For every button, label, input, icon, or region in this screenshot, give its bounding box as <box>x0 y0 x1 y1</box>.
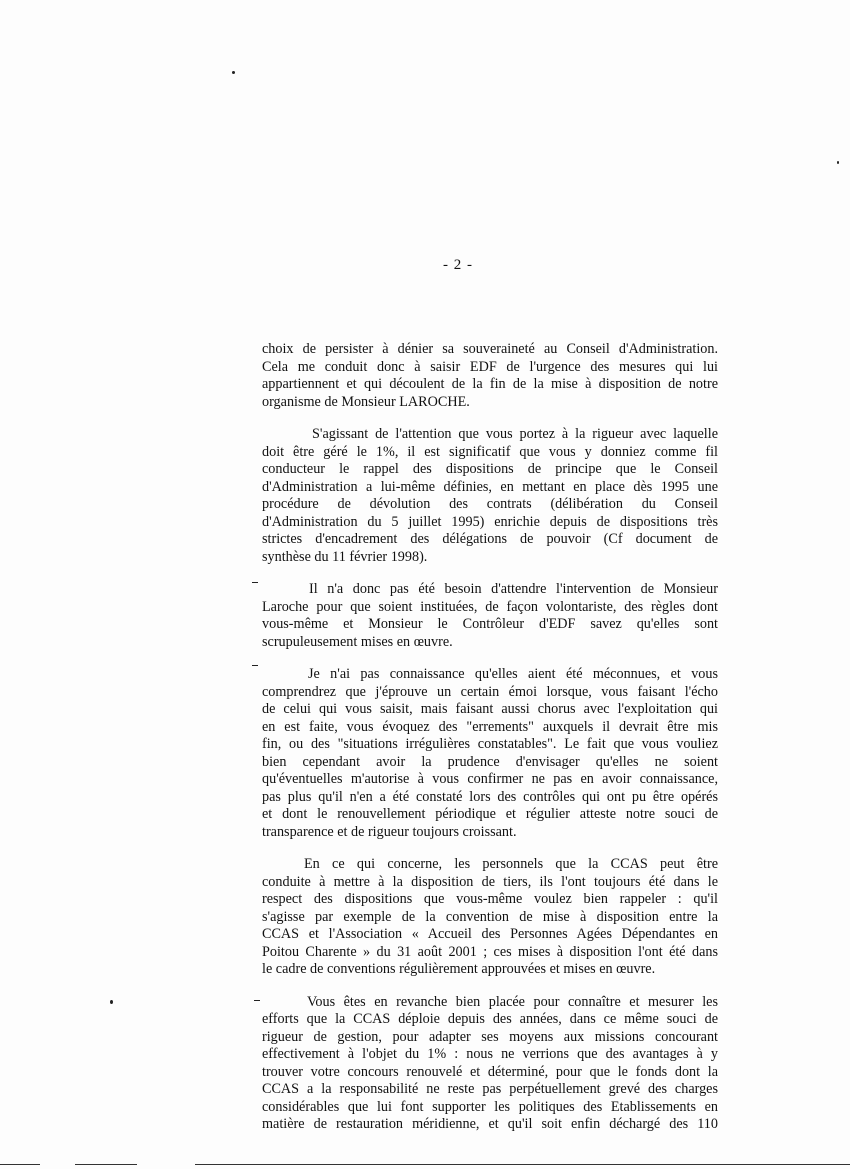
text-line: considérables que lui font supporter les politiques des Etablissements en <box>262 1098 718 1115</box>
text-line: trouver votre concours renouvelé et déterminé, pour que le fonds dont la <box>262 1063 718 1080</box>
text-line: en est faite, vous évoquez des "errements" auxquels il devrait être mis <box>262 718 718 735</box>
scan-speck <box>232 71 235 74</box>
text-line: scrupuleusement mises en œuvre. <box>262 633 453 650</box>
text-line: S'agissant de l'attention que vous portez à la rigueur avec laquelle <box>312 426 718 442</box>
text-line: comprendrez que j'éprouve un certain émoi lorsque, vous faisant l'écho <box>262 683 718 700</box>
text-line: vous-même et Monsieur le Contrôleur d'EDF savez qu'elles sont <box>262 616 718 632</box>
text-line: de celui qui vous saisit, mais faisant aussi chorus avec l'exploitation qui <box>262 701 718 717</box>
scan-speck <box>252 665 258 666</box>
page-bottom-rule <box>75 1164 137 1165</box>
text-line: choix de persister à dénier sa souveraineté au Conseil d'Administration. <box>262 341 718 357</box>
text-line: synthèse du 11 février 1998). <box>262 548 428 565</box>
page-bottom-rule <box>195 1164 850 1165</box>
text-line: rigueur de gestion, pour adapter ses moyens aux missions concourant <box>262 1028 718 1045</box>
text-line: efforts que la CCAS déploie depuis des années, dans ce même souci de <box>262 1011 718 1027</box>
paragraph-2 <box>262 426 718 566</box>
paragraph-4 <box>262 666 718 841</box>
text-line: conduite à mettre à la disposition de tiers, ils l'ont toujours été dans le <box>262 873 718 890</box>
text-line: strictes d'encadrement des délégations de pouvoir (Cf document de <box>262 531 718 547</box>
text-line: bien cependant avoir la prudence d'envisager qu'elles ne soient <box>262 753 718 770</box>
text-line: Je n'ai pas connaissance qu'elles aient été méconnues, et vous <box>308 666 718 682</box>
scan-speck <box>254 1000 260 1001</box>
text-line: doit être géré le 1%, il est significatif que vous y donniez comme fil <box>262 443 718 460</box>
text-line: respect des dispositions que vous-même voulez bien rappeler : qu'il <box>262 891 718 907</box>
text-line: CCAS et l'Association « Accueil des Personnes Agées Dépendantes en <box>262 926 718 942</box>
text-line: effectivement à l'objet du 1% : nous ne verrions que des avantages à y <box>262 1046 718 1062</box>
text-line: Laroche pour que soient instituées, de façon volontariste, des règles dont <box>262 598 718 615</box>
text-line: Il n'a donc pas été besoin d'attendre l'intervention de Monsieur <box>309 581 718 597</box>
text-line: et dont le renouvellement périodique et régulier atteste notre souci de <box>262 806 718 822</box>
scan-speck <box>837 161 839 164</box>
text-line: qu'éventuelles m'autorise à vous confirmer ne pas en avoir connaissance, <box>262 771 718 787</box>
text-line: fin, ou des "situations irrégulières constatables". Le fait que vous vouliez <box>262 736 718 752</box>
letter-body <box>262 341 718 1149</box>
page-bottom-rule <box>0 1164 40 1165</box>
scan-speck <box>110 1000 113 1004</box>
text-line: d'Administration du 5 juillet 1995) enrichie depuis de dispositions très <box>262 513 718 530</box>
text-line: CCAS a la responsabilité ne reste pas perpétuellement grevé des charges <box>262 1081 718 1097</box>
text-line: Vous êtes en revanche bien placée pour connaître et mesurer les <box>307 993 718 1010</box>
paragraph-6 <box>262 994 718 1134</box>
text-line: organisme de Monsieur LAROCHE. <box>262 393 470 410</box>
text-line: appartiennent et qui découlent de la fin de la mise à disposition de notre <box>262 376 718 392</box>
text-line: matière de restauration méridienne, et qu'il soit enfin déchargé des 110 <box>262 1116 718 1132</box>
text-line: En ce qui concerne, les personnels que la CCAS peut être <box>304 856 718 872</box>
text-line: d'Administration a lui-même définies, en mettant en place dès 1995 une <box>262 478 718 495</box>
text-line: transparence et de rigueur toujours croissant. <box>262 823 517 840</box>
text-line: s'agisse par exemple de la convention de mise à disposition entre la <box>262 908 718 925</box>
paragraph-5 <box>262 856 718 979</box>
text-line: conducteur le rappel des dispositions de principe que le Conseil <box>262 461 718 477</box>
paragraph-3 <box>262 581 718 651</box>
text-line: Poitou Charente » du 31 août 2001 ; ces mises à disposition l'ont été dans <box>262 943 718 960</box>
text-line: Cela me conduit donc à saisir EDF de l'urgence des mesures qui lui <box>262 358 718 375</box>
paragraph-1 <box>262 341 718 411</box>
text-line: pas plus qu'il n'en a été constaté lors des contrôles qui ont pu être opérés <box>262 788 718 805</box>
text-line: procédure de dévolution des contrats (délibération du Conseil <box>262 496 718 512</box>
scan-speck <box>252 582 258 583</box>
text-line: le cadre de conventions régulièrement approuvées et mises en œuvre. <box>262 961 656 977</box>
page-number: - 2 - <box>443 257 473 273</box>
